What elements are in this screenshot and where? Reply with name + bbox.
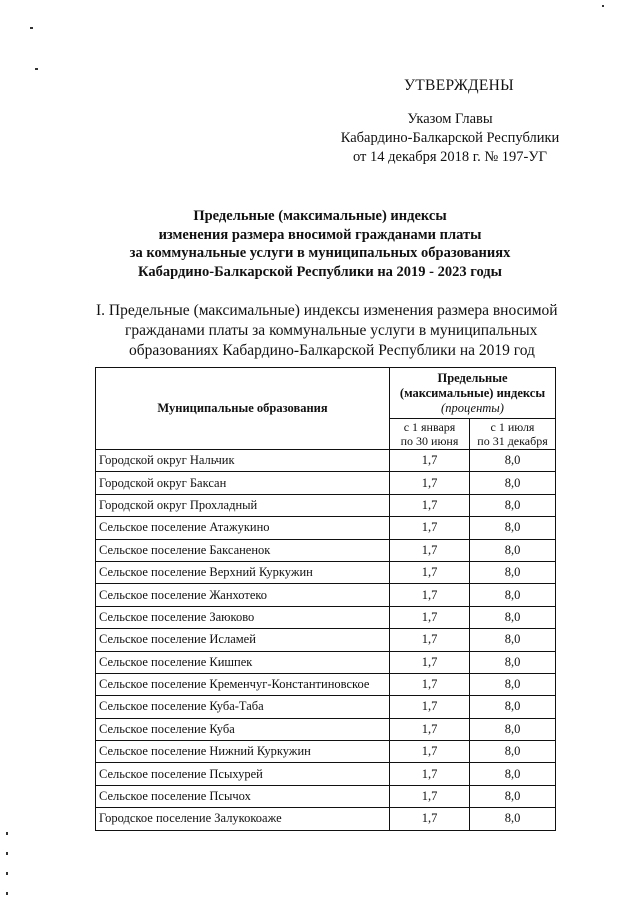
approval-line-2: Кабардино-Балкарской Республики (340, 130, 560, 146)
table-row (96, 808, 556, 830)
table-row (96, 539, 556, 561)
approval-line-3: от 14 декабря 2018 г. № 197-УГ (352, 149, 547, 165)
index-second-half-cell: 8,0 (470, 450, 556, 472)
table-row (96, 629, 556, 651)
municipality-cell: Сельское поселение Куба-Таба (96, 696, 390, 718)
municipality-cell: Сельское поселение Жанхотеко (96, 584, 390, 606)
section-line-2: гражданами платы за коммунальные услуги в муниципальных (125, 322, 538, 339)
header-period-1-line-1: с 1 января (403, 420, 456, 434)
index-second-half-cell: 8,0 (470, 606, 556, 628)
scan-speck (6, 832, 8, 835)
index-first-half-cell: 1,7 (390, 450, 470, 472)
section-line-1: I. Предельные (максимальные) индексы изменения размера вносимой (96, 302, 558, 319)
index-first-half-cell: 1,7 (390, 673, 470, 695)
header-indices-line-2: (максимальные) индексы (399, 385, 546, 400)
index-first-half-cell: 1,7 (390, 696, 470, 718)
index-first-half-cell: 1,7 (390, 741, 470, 763)
municipality-cell: Сельское поселение Нижний Куркужин (96, 741, 390, 763)
header-municipalities: Муниципальные образования (96, 368, 390, 450)
municipality-cell: Сельское поселение Кишпек (96, 651, 390, 673)
index-first-half-cell: 1,7 (390, 629, 470, 651)
municipality-cell: Сельское поселение Баксаненок (96, 539, 390, 561)
index-second-half-cell: 8,0 (470, 696, 556, 718)
document-title (90, 207, 550, 281)
index-second-half-cell: 8,0 (470, 517, 556, 539)
header-units: (проценты) (441, 400, 504, 415)
index-second-half-cell: 8,0 (470, 785, 556, 807)
index-first-half-cell: 1,7 (390, 584, 470, 606)
header-period-2-line-2: по 31 декабря (477, 434, 548, 448)
index-second-half-cell: 8,0 (470, 561, 556, 583)
header-period-1-line-2: по 30 июня (400, 434, 459, 448)
table-row (96, 673, 556, 695)
table-row (96, 785, 556, 807)
municipality-cell: Сельское поселение Исламей (96, 629, 390, 651)
title-line-4: Кабардино-Балкарской Республики на 2019 - 2023 годы (138, 263, 502, 280)
index-second-half-cell: 8,0 (470, 539, 556, 561)
index-second-half-cell: 8,0 (470, 584, 556, 606)
municipality-cell: Сельское поселение Псыхурей (96, 763, 390, 785)
scan-speck (602, 5, 604, 7)
index-second-half-cell: 8,0 (470, 741, 556, 763)
index-first-half-cell: 1,7 (390, 651, 470, 673)
index-first-half-cell: 1,7 (390, 785, 470, 807)
municipality-cell: Городской округ Нальчик (96, 450, 390, 472)
index-first-half-cell: 1,7 (390, 517, 470, 539)
table-row (96, 450, 556, 472)
index-first-half-cell: 1,7 (390, 539, 470, 561)
scan-speck (35, 68, 38, 70)
index-first-half-cell: 1,7 (390, 718, 470, 740)
municipality-cell: Сельское поселение Псычох (96, 785, 390, 807)
header-indices (390, 368, 556, 419)
approval-line-1: Указом Главы (407, 111, 493, 127)
table-row (96, 763, 556, 785)
scan-speck (30, 27, 33, 29)
index-second-half-cell: 8,0 (470, 673, 556, 695)
table-row (96, 584, 556, 606)
municipality-cell: Городское поселение Залукокоаже (96, 808, 390, 830)
header-period-2-line-1: с 1 июля (490, 420, 535, 434)
section-line-3: образованиях Кабардино-Балкарской Республики на 2019 год (129, 342, 535, 359)
index-second-half-cell: 8,0 (470, 718, 556, 740)
municipality-cell: Городской округ Прохладный (96, 494, 390, 516)
index-first-half-cell: 1,7 (390, 472, 470, 494)
indices-table (95, 367, 556, 831)
section-heading (96, 301, 566, 361)
index-first-half-cell: 1,7 (390, 606, 470, 628)
index-first-half-cell: 1,7 (390, 763, 470, 785)
index-first-half-cell: 1,7 (390, 561, 470, 583)
municipality-cell: Сельское поселение Куба (96, 718, 390, 740)
municipality-cell: Сельское поселение Кременчуг-Константиновское (96, 673, 390, 695)
table-row (96, 561, 556, 583)
header-period-2 (470, 419, 556, 450)
municipality-cell: Сельское поселение Атажукино (96, 517, 390, 539)
scan-speck (6, 872, 8, 875)
table-row (96, 696, 556, 718)
index-second-half-cell: 8,0 (470, 808, 556, 830)
municipality-cell: Сельское поселение Заюково (96, 606, 390, 628)
scan-speck (6, 852, 8, 855)
index-first-half-cell: 1,7 (390, 808, 470, 830)
municipality-cell: Городской округ Баксан (96, 472, 390, 494)
title-line-2: изменения размера вносимой гражданами платы (158, 226, 482, 243)
title-line-1: Предельные (максимальные) индексы (193, 208, 447, 224)
table-row (96, 606, 556, 628)
index-second-half-cell: 8,0 (470, 763, 556, 785)
title-line-3: за коммунальные услуги в муниципальных образованиях (129, 245, 511, 261)
municipality-cell: Сельское поселение Верхний Куркужин (96, 561, 390, 583)
index-second-half-cell: 8,0 (470, 472, 556, 494)
table-row (96, 472, 556, 494)
header-period-1 (390, 419, 470, 450)
index-first-half-cell: 1,7 (390, 494, 470, 516)
index-second-half-cell: 8,0 (470, 629, 556, 651)
table-row (96, 651, 556, 673)
table-row (96, 718, 556, 740)
index-second-half-cell: 8,0 (470, 494, 556, 516)
table-row (96, 741, 556, 763)
approval-stamp (330, 76, 570, 167)
header-indices-line-1: Предельные (437, 370, 508, 385)
scan-speck (6, 892, 8, 895)
table-row (96, 494, 556, 516)
index-second-half-cell: 8,0 (470, 651, 556, 673)
table-row (96, 517, 556, 539)
approval-heading: УТВЕРЖДЕНЫ (404, 77, 514, 94)
